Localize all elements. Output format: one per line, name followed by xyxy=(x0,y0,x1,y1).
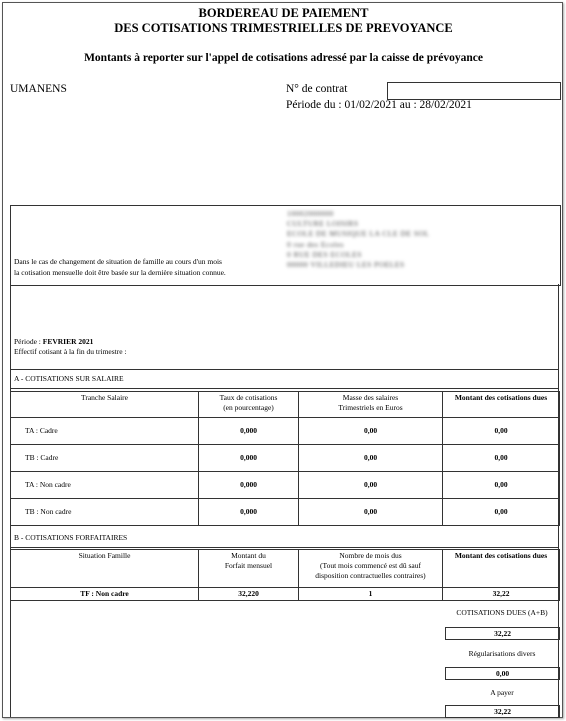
dues-label: COTISATIONS DUES (A+B) xyxy=(456,608,548,617)
regularisation-value: 0,00 xyxy=(445,667,560,680)
table-row xyxy=(11,499,560,526)
row-mois: 1 xyxy=(299,588,443,601)
divider xyxy=(10,547,559,548)
address-line: 0 RUE DES ECOLES xyxy=(287,249,362,259)
row-masse: 0,00 xyxy=(299,418,443,445)
row-masse: 0,00 xyxy=(299,499,443,526)
col-header-masse: Masse des salaires Trimestriels en Euros xyxy=(299,392,443,418)
payer-value: 32,22 xyxy=(445,705,560,718)
address-line: ECOLE DE MUSIQUE LA CLE DE SOL xyxy=(287,229,430,239)
table-row xyxy=(11,472,560,499)
col-header-taux: Taux de cotisations (en pourcentage) xyxy=(199,392,299,418)
row-montant: 0,00 xyxy=(443,445,560,472)
col-header-situation: Situation Famille xyxy=(11,550,199,588)
address-line: 10002000000 xyxy=(287,209,334,218)
table-header-row xyxy=(11,550,560,588)
row-label: TF : Non cadre xyxy=(11,588,199,601)
document-title-line1: BORDEREAU DE PAIEMENT xyxy=(198,6,369,20)
contract-number-field[interactable] xyxy=(387,82,561,100)
row-forfait: 32,220 xyxy=(199,588,299,601)
section-a-table xyxy=(10,391,560,526)
contract-label: N° de contrat xyxy=(286,83,348,95)
row-label: TB : Non cadre xyxy=(11,499,199,526)
divider xyxy=(10,369,559,370)
row-label: TA : Non cadre xyxy=(11,472,199,499)
organisation-name: UMANENS xyxy=(10,83,67,95)
address-line: CULTURE LOISIRS xyxy=(287,219,359,229)
table-row xyxy=(11,588,560,601)
table-header-row xyxy=(11,392,560,418)
col-header-mois: Nombre de mois dus (Tout mois commencé est dû sauf disposition contractuelles contraires) xyxy=(299,550,443,588)
row-taux: 0,000 xyxy=(199,499,299,526)
document-subtitle: Montants à reporter sur l'appel de cotisations adressé par la caisse de prévoyance xyxy=(84,52,483,64)
effectif-label: Effectif cotisant à la fin du trimestre : xyxy=(14,347,127,356)
row-taux: 0,000 xyxy=(199,472,299,499)
row-masse: 0,00 xyxy=(299,472,443,499)
period-label: Période : xyxy=(14,337,43,346)
document-title-line2: DES COTISATIONS TRIMESTRIELLES DE PREVOYANCE xyxy=(114,21,453,35)
col-header-tranche: Tranche Salaire xyxy=(11,392,199,418)
row-montant: 0,00 xyxy=(443,499,560,526)
row-montant: 0,00 xyxy=(443,472,560,499)
address-line: 00000 VILLEDIEU LES POELES xyxy=(287,260,405,270)
table-row xyxy=(11,445,560,472)
payment-slip-page xyxy=(2,2,563,718)
divider xyxy=(10,388,559,389)
row-montant: 0,00 xyxy=(443,418,560,445)
section-a-title: A - COTISATIONS SUR SALAIRE xyxy=(14,374,124,383)
row-montant: 32,22 xyxy=(443,588,560,601)
section-b-title: B - COTISATIONS FORFAITAIRES xyxy=(14,533,128,542)
address-line: 0 rue des Ecoles xyxy=(287,239,344,249)
family-change-note-line1: Dans le cas de changement de situation de famille au cours d'un mois xyxy=(14,257,222,266)
row-taux: 0,000 xyxy=(199,418,299,445)
family-change-note-line2: la cotisation mensuelle doit être basée sur la dernière situation connue. xyxy=(14,268,226,277)
period-value: FEVRIER 2021 xyxy=(42,337,94,346)
dues-value: 32,22 xyxy=(445,627,560,640)
row-masse: 0,00 xyxy=(299,445,443,472)
table-row xyxy=(11,418,560,445)
regularisation-label: Régularisations divers xyxy=(468,649,536,658)
section-b-table xyxy=(10,549,560,601)
col-header-montant: Montant des cotisations dues xyxy=(443,550,560,588)
payer-label: A payer xyxy=(490,688,514,697)
row-taux: 0,000 xyxy=(199,445,299,472)
row-label: TB : Cadre xyxy=(11,445,199,472)
recipient-address-block xyxy=(287,209,430,270)
row-label: TA : Cadre xyxy=(11,418,199,445)
col-header-forfait: Montant du Forfait mensuel xyxy=(199,550,299,588)
period-range: Période du : 01/02/2021 au : 28/02/2021 xyxy=(286,99,472,111)
col-header-montant: Montant des cotisations dues xyxy=(443,392,560,418)
